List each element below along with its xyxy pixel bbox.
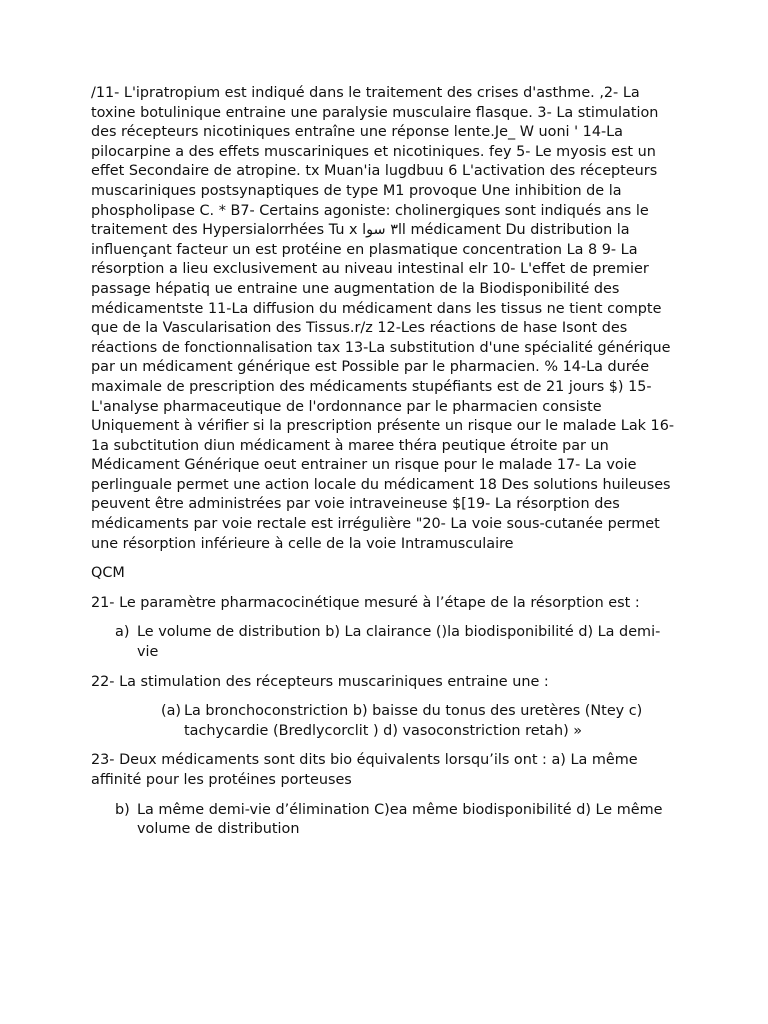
options-text: La bronchoconstriction b) baisse du tonus des uretères (Ntey c) tachycardie (Bredlycorclit ) d) vasoconstriction retah) » [184,703,643,739]
question-21: 21- Le paramètre pharmacocinétique mesuré à l’étape de la résorption est : [91,594,640,611]
question-23: 23- Deux médicaments sont dits bio équivalents lorsqu’ils ont : a) La même affinité pour les protéines porteuses [91,752,638,788]
document-page [91,84,681,850]
question-23-options [91,801,681,840]
question-22-options [91,702,681,741]
true-false-statements: /11- L'ipratropium est indiqué dans le traitement des crises d'asthme. ,2- La toxine botulinique entraine une paralysie musculaire flasque. 3- La stimulation des récepteurs nicotiniques entraîne une réponse lente.Je_ W uoni ' 14-La pilocarpine a des effets muscariniques et nicotiniques. fey 5- Le myosis est un effet Secondaire de atropine. tx Muan'ia lugdbuu 6 L'activation des récepteurs muscariniques postsynaptiques de type M1 provoque Une inhibition de la phospholipase C. * B7- Certains agoniste: cholinergiques sont indiqués ans le traitement des Hypersialorrhées Tu x ٣ سواll médicament Du distribution la influençant facteur un est protéine en plasmatique concentration La 8 9- La résorption a lieu exclusivement au niveau intestinal elr 10- L'effet de premier passage hépatiq ue entraine une augmentation de la Biodisponibilité des médicamentste 11-La diffusion du médicament dans les tissus ne tient compte que de la Vascularisation des Tissus.r/z 12-Les réactions de hase Isont des réactions de fonctionnalisation tax 13-La substitution d'une spécialité générique par un médicament générique est Possible par le pharmacien. % 14-La durée maximale de prescription des médicaments stupéfiants est de 21 jours $) 15-L'analyse pharmaceutique de l'ordonnance par le pharmacien consiste Uniquement à vérifier si la prescription présente un risque our le malade Lak 16-1a subctitution diun médicament à maree théra peutique étroite par un Médicament Générique oeut entrainer un risque pour le malade 17- La voie perlinguale permet une action locale du médicament 18 Des solutions huileuses peuvent être administrées par voie intraveineuse $[19- La résorption des médicaments par voie rectale est irrégulière "20- La voie sous-cutanée permet une résorption inférieure à celle de la voie Intramusculaire [91,85,675,552]
list-marker: (a) [161,703,182,720]
list-marker: b) [115,801,130,818]
question-21-options [91,623,681,662]
options-text: Le volume de distribution b) La clairance ()la biodisponibilité d) La demi-vie [137,624,661,661]
list-marker: a) [115,624,130,641]
qcm-heading: QCM [91,565,125,582]
question-22: 22- La stimulation des récepteurs muscariniques entraine une : [91,673,549,690]
options-text: La même demi-vie d’élimination C)ea même biodisponibilité d) Le même volume de distribution [137,801,663,838]
